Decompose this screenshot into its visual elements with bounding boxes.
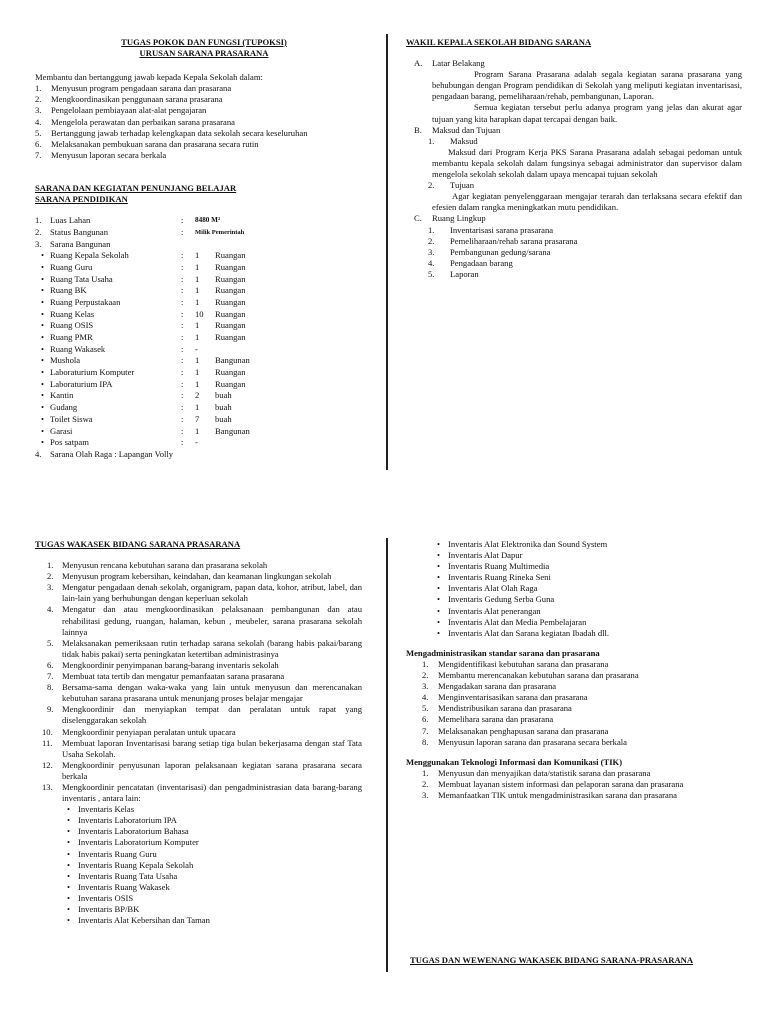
table-row [35,437,250,449]
colon: : [181,285,184,296]
bullet: • [40,332,44,342]
item-number: 5. [47,637,54,648]
tik-title: Menggunakan Teknologi Informasi dan Komunikasi (TIK) [406,756,623,767]
list-item [406,714,742,725]
facility-unit: Bangunan [215,355,250,366]
list-item [35,782,362,804]
colon: : [181,413,184,424]
tik-list [406,768,742,801]
list-item: • Inventaris BP/BK [62,904,362,915]
item-text: Mengelola perawatan dan perbaikan sarana prasarana [51,116,235,127]
list-item: • Inventaris Alat dan Sarana kegiatan Ibadah dll. [432,628,742,639]
list-item [35,582,362,604]
ruang-lingkup-heading: C. Ruang Lingkup [414,213,486,224]
facility-name: Mushola [50,355,81,366]
colon: : [181,261,184,272]
item-number: 2. [422,670,429,681]
item-text: Menyusun program kebersihan, keindahan, dan keamanan lingkungan sekolah [62,571,332,582]
list-item [35,83,373,94]
item-number: 1. [47,560,54,571]
item-number: 4. [47,604,54,615]
item-number: 2. [422,778,429,789]
item-text: Mengkoordinir penyiapan peralatan untuk upacara [62,726,236,737]
item-number: 7. [422,725,429,736]
facility-unit: Ruangan [215,378,246,389]
item-number: 5. [428,268,435,279]
facility-name: Ruang BK [50,285,87,296]
table-row [35,332,250,344]
colon: : [181,425,184,436]
item-number: 11. [42,737,53,748]
facility-table [35,215,250,449]
table-row [35,344,250,356]
item-number: 3. [422,681,429,692]
bullet: • [40,296,44,307]
list-item [35,560,362,571]
table-row [35,250,250,262]
facility-unit: Ruangan [215,296,246,307]
bullet: • [40,437,44,448]
penunjang-title: SARANA DAN KEGIATAN PENUNJANG BELAJAR [35,182,237,193]
facility-name: Ruang Tata Usaha [50,273,113,284]
item-number: 4. [428,257,435,268]
facility-count: 1 [195,320,200,331]
table-row [35,274,250,286]
table-row [35,285,250,297]
list-item: • Inventaris Ruang Kepala Sekolah [62,860,362,871]
bullet: • [40,308,44,319]
list-item: • Inventaris Kelas [62,804,362,815]
list-item: • Inventaris Ruang Wakasek [62,882,362,893]
item-text: Mendistribusikan sarana dan prasarana [438,703,572,714]
facility-count: 1 [195,367,200,378]
facility-count: 1 [195,273,200,284]
item-number: 3. [422,789,429,800]
facility-unit: Ruangan [215,332,246,342]
item-text: Menyusun laporan sarana dan prasarana secara berkala [438,736,627,747]
facility-count: 1 [195,378,200,389]
item-number: 6. [47,659,54,670]
facility-name: Ruang Kelas [50,308,95,319]
facility-name: Pos satpam [50,437,89,448]
table-row [35,320,250,332]
facility-name: Ruang Guru [50,261,93,272]
item-text: Mengatur dan atau mengkoordinasikan pelaksanaan pembangunan dan atau rehabilitasi gedung, ruangan, halaman, kebun , meubeler, sarana prasarana sekolah lainnya [62,604,362,637]
item-text: Melaksanakan pembukuan sarana dan prasarana secara rutin [51,138,259,149]
table-row: 2. Status Bangunan : Milik Pemerintah [35,227,250,239]
wakasek-sarana-section [406,37,742,280]
list-item: • Inventaris Ruang Guru [62,849,362,860]
list-item [35,704,362,726]
status-label: Status Bangunan [50,226,109,237]
list-item: • Inventaris Alat penerangan [432,606,742,617]
colon: : [181,273,184,284]
item-number: 1. [428,224,435,235]
bullet: • [40,378,44,389]
sarana-pendidikan-title: SARANA PENDIDIKAN [35,194,128,205]
item-number: 8. [422,736,429,747]
table-row [35,367,250,379]
item-number: 3. [428,246,435,257]
list-item: • Inventaris Laboratorium Komputer [62,837,362,848]
facility-unit: buah [215,390,232,401]
facility-unit: Ruangan [215,367,246,378]
list-item: • Inventaris Ruang Multimedia [432,561,742,572]
facility-count: 1 [195,332,200,342]
table-row [35,402,250,414]
item-number: 8. [47,682,54,693]
olahraga-line: 4. Sarana Olah Raga : Lapangan Volly [35,448,174,459]
bottom-column-divider [386,538,388,972]
item-text: Bertanggung jawab terhadap kelengkapan data sekolah secara keseluruhan [51,127,308,138]
tupoksi-section [35,37,373,460]
item-text: Menyusun rencana kebutuhan sarana dan prasarana sekolah [62,560,268,571]
colon: : [181,437,184,448]
bullet: • [40,273,44,284]
item-number: 2. [428,235,435,246]
facility-unit: Ruangan [215,250,246,261]
item-number: 6. [35,138,42,149]
list-item [35,105,373,116]
item-text: Membuat tata tertib dan mengatur pemanfaatan sarana prasarana [62,671,285,682]
maksud-heading: 1. Maksud [428,135,478,146]
item-number: 3. [47,582,54,593]
list-item: • Inventaris Laboratorium Bahasa [62,826,362,837]
facility-unit [215,437,250,449]
list-item [35,660,362,671]
list-item [406,681,742,692]
list-item: • Inventaris Alat Olah Raga [432,583,742,594]
list-item [35,128,373,139]
item-number: 3. [35,105,42,116]
list-item [406,258,742,269]
colon: : [181,390,184,401]
facility-name: Ruang Wakasek [50,343,106,354]
facility-name: Gudang [50,402,78,413]
facility-name: Ruang OSIS [50,320,94,331]
table-row [35,390,250,402]
item-number: 4. [422,692,429,703]
inventaris-list-continued [406,539,742,639]
item-number: 1. [35,83,42,94]
table-row: 1. Luas Lahan : 8480 M² [35,215,250,227]
admin-standar-title: Mengadministrasikan standar sarana dan prasarana [406,647,600,658]
list-item [35,638,362,660]
list-item: • Inventaris Alat Elektronika dan Sound System [432,539,742,550]
item-text: Bersama-sama dengan waka-waka yang lain untuk menyusun dan merencanakan kebutuhan sarana prasarana untuk menunjang proses belajar mengajar [62,682,362,704]
colon: : [181,332,184,342]
bullet: • [40,425,44,436]
list-item: • Inventaris Alat Kebersihan dan Taman [62,915,362,926]
facility-unit: Ruangan [215,273,246,284]
list-item: • Inventaris Ruang Tata Usaha [62,871,362,882]
bullet: • [40,261,44,272]
item-text: Mengkoordinir penyusunan laporan pelaksanaan kegiatan sarana prasarana secara berkala [62,759,362,781]
list-item [35,571,362,582]
tugas-wakasek-section [35,539,362,926]
list-item: • Inventaris Gedung Serba Guna [432,594,742,605]
bullet: • [40,390,44,401]
item-text: Mengkoordinir dan menyiapkan tempat dan peralatan untuk rapat yang diselenggarakan sekolah [62,704,362,726]
standar-sarana-section [406,539,742,801]
list-item [406,670,742,681]
item-text: Menginventarisasikan sarana dan prasarana [438,692,588,703]
facility-count: 1 [195,355,200,366]
facility-count: 1 [195,285,200,296]
facility-count: 10 [195,308,204,319]
item-text: Menyusun dan menyajikan data/statistik sarana dan prasarana [438,767,651,778]
item-text: Mengadakan sarana dan prasarana [438,681,557,692]
facility-count: 1 [195,425,200,436]
admin-standar-list [406,659,742,748]
bullet: • [40,250,44,261]
item-text: Pemeliharaan/rehab sarana prasarana [450,235,578,246]
tugas-wakasek-list [35,560,362,804]
list-item: • Inventaris Ruang Rineka Seni [432,572,742,583]
list-item: • Inventaris OSIS [62,893,362,904]
list-item [35,760,362,782]
item-number: 7. [47,671,54,682]
list-item [35,738,362,760]
facility-name: Laboraturium IPA [50,378,113,389]
bullet: • [40,402,44,413]
list-item [406,236,742,247]
ruang-lingkup-list [406,225,742,280]
colon: : [181,308,184,319]
luas-label: Luas Lahan [50,215,91,226]
item-text: Pengelolaan pembiayaan alat-alat pengajaran [51,105,207,116]
item-text: Mengidentifikasi kebutuhan sarana dan prasarana [438,658,609,669]
item-text: Membantu merencanakan kebutuhan sarana dan prasarana [438,670,639,681]
facility-count: 1 [195,296,200,307]
list-item [35,94,373,105]
item-text: Pembangunan gedung/sarana [450,246,551,257]
item-text: Mengatur pengadaan denah sekolah, organigram, papan data, kohor, atribut, label, dan lain-lain yang berhubungan dengan keperluan sekolah [62,582,362,604]
item-number: 4. [35,116,42,127]
item-number: 10. [42,726,53,737]
facility-count: 1 [195,402,200,413]
bullet: • [40,343,44,354]
list-item [35,139,373,150]
item-number: 6. [422,714,429,725]
facility-name: Ruang Perpustakaan [50,296,121,307]
list-item [35,682,362,704]
list-item [406,269,742,280]
item-text: Melaksanakan penghapusan sarana dan prasarana [438,725,609,736]
list-item [406,726,742,737]
facility-name: Laboraturium Komputer [50,367,135,378]
list-item [406,779,742,790]
tugas-wakasek-title: TUGAS WAKASEK BIDANG SARANA PRASARANA [35,539,241,549]
item-number: 5. [422,703,429,714]
item-text: Mengkoordinasikan penggunaan sarana prasarana [51,94,223,105]
facility-unit: buah [215,413,232,424]
item-text: Inventarisasi sarana prasarana [450,224,554,235]
list-item [35,117,373,128]
list-item [35,150,373,161]
colon: : [181,402,184,413]
item-text: Mengkoordinir penyimpanan barang-barang inventaris sekolah [62,659,279,670]
colon: : [181,296,184,307]
facility-count: 1 [195,261,200,272]
item-text: Memanfaatkan TIK untuk mengadministrasikan sarana dan prasarana [438,789,677,800]
tujuan-heading: 2. Tujuan [428,180,475,191]
facility-name: Kantin [50,390,74,401]
bullet: • [40,367,44,378]
list-item [406,790,742,801]
facility-count: 7 [195,413,200,424]
item-text: Menyusun program pengadaan sarana dan prasarana [51,83,232,94]
sarana-label: Sarana Bangunan [50,238,111,249]
colon: : [181,367,184,378]
item-number: 7. [35,149,42,160]
table-row [35,297,250,309]
list-item [35,671,362,682]
bullet: • [40,355,44,366]
facility-count: - [195,437,198,448]
facility-unit: Ruangan [215,285,246,296]
item-text: Mengkoordinir pencatatan (inventarisasi) dan pengadministrasian data barang-barang inventaris , antara lain: [62,781,362,804]
luas-value: 8480 M² [195,216,221,225]
colon: : [181,355,184,366]
list-item [406,703,742,714]
table-row [35,379,250,391]
colon: : [181,378,184,389]
facility-count: 2 [195,390,200,401]
item-number: 13. [42,781,53,792]
tupoksi-task-list [35,83,373,161]
facility-count: 1 [195,250,200,261]
item-number: 2. [47,571,54,582]
tupoksi-title: TUGAS POKOK DAN FUNGSI (TUPOKSI) [121,37,287,47]
item-text: Menyusun laporan secara berkala [51,149,167,160]
list-item [406,768,742,779]
list-item: • Inventaris Alat dan Media Pembelajaran [432,617,742,628]
facility-count: - [195,343,198,354]
table-row [35,355,250,367]
inventaris-list [35,804,362,926]
facility-unit: Ruangan [215,308,246,319]
latar-belakang-p1: Program Sarana Prasarana adalah segala kegiatan sarana prasarana yang behubungan dengan Program pendidikan di Sekolah yang meliputi kegiatan inventarisasi, pengadaan barang, pemeliharaan/rehab, pembangunan, Laporan. [432,69,742,102]
facility-unit: Ruangan [215,320,246,331]
facility-name: Ruang PMR [50,332,93,342]
table-row: 3. Sarana Bangunan [35,238,111,249]
item-number: 9. [47,704,54,715]
facility-unit [215,344,250,356]
list-item [406,692,742,703]
facility-unit: Bangunan [215,425,250,436]
maksud-text: Maksud dari Program Kerja PKS Sarana Prasarana adalah sebagai pedoman untuk membantu kepala sekolah dalam fungsinya sebagai administrator dan supervisor dalam mengelola sekolah sekolah dalam upaya mencapai tujuan sekolah [432,146,742,180]
tupoksi-intro: Membantu dan bertanggung jawab kepada Kepala Sekolah dalam: [35,72,263,83]
item-text: Melaksanakan pemeriksaan rutin terhadap sarana sekolah (barang habis pakai/barang tidak habis pakai) serta peningkatan ketertiban administrasinya [62,637,362,659]
bullet: • [40,320,44,331]
facility-name: Garasi [50,425,73,436]
list-item [406,247,742,258]
latar-belakang-heading: A. Latar Belakang [414,58,485,69]
facility-unit: Ruangan [215,261,246,272]
facility-unit: buah [215,402,232,413]
olahraga-text: Sarana Olah Raga : Lapangan Volly [50,448,174,459]
item-text: Memelihara sarana dan prasarana [438,714,554,725]
latar-belakang-p2: Semua kegiatan tersebut perlu adanya program yang jelas dan akurat agar tujuan yang kita harapkan dapat tercapai dengan baik. [432,102,742,124]
item-number: 1. [422,767,429,778]
table-row [35,414,250,426]
list-item [406,737,742,748]
colon: : [181,320,184,331]
list-item: • Inventaris Alat Dapur [432,550,742,561]
tugas-wewenang-title: TUGAS DAN WEWENANG WAKASEK BIDANG SARANA-PRASARANA [410,955,694,965]
item-number: 1. [422,658,429,669]
top-column-divider [386,34,388,470]
list-item: • Inventaris Laboratorium IPA [62,815,362,826]
table-row [35,426,250,438]
colon: : [181,343,184,354]
item-number: 2. [35,94,42,105]
tupoksi-subtitle: URUSAN SARANA PRASARANA [139,48,269,59]
table-row [35,309,250,321]
item-text: Laporan [450,268,479,279]
bullet: • [40,413,44,424]
item-text: Membuat layanan sistem informasi dan pelaporan sarana dan prasarana [438,778,684,789]
facility-name: Toilet Siswa [50,413,93,424]
item-number: 5. [35,127,42,138]
list-item [406,659,742,670]
item-text: Pengadaan barang [450,257,513,268]
maksud-tujuan-heading: B. Maksud dan Tujuan [414,124,501,135]
list-item [35,727,362,738]
table-row [35,262,250,274]
item-number: 12. [42,759,53,770]
wakasek-sarana-title: WAKIL KEPALA SEKOLAH BIDANG SARANA [406,37,592,47]
colon: : [181,250,184,261]
status-value: Milik Pemerintah [195,228,245,236]
facility-name: Ruang Kepala Sekolah [50,250,129,261]
tujuan-text: Agar kegiatan penyelenggaraan mengajar terarah dan terlaksana secara efektif dan efesien dalam rangka meningkatkan mutu pendidikan. [432,191,742,213]
bullet: • [40,285,44,296]
list-item [406,225,742,236]
list-item [35,604,362,637]
item-text: Membuat laporan Inventarisasi barang setiap tiga bulan bekerjasama dengan staf Tata Usaha Sekolah. [62,737,362,759]
